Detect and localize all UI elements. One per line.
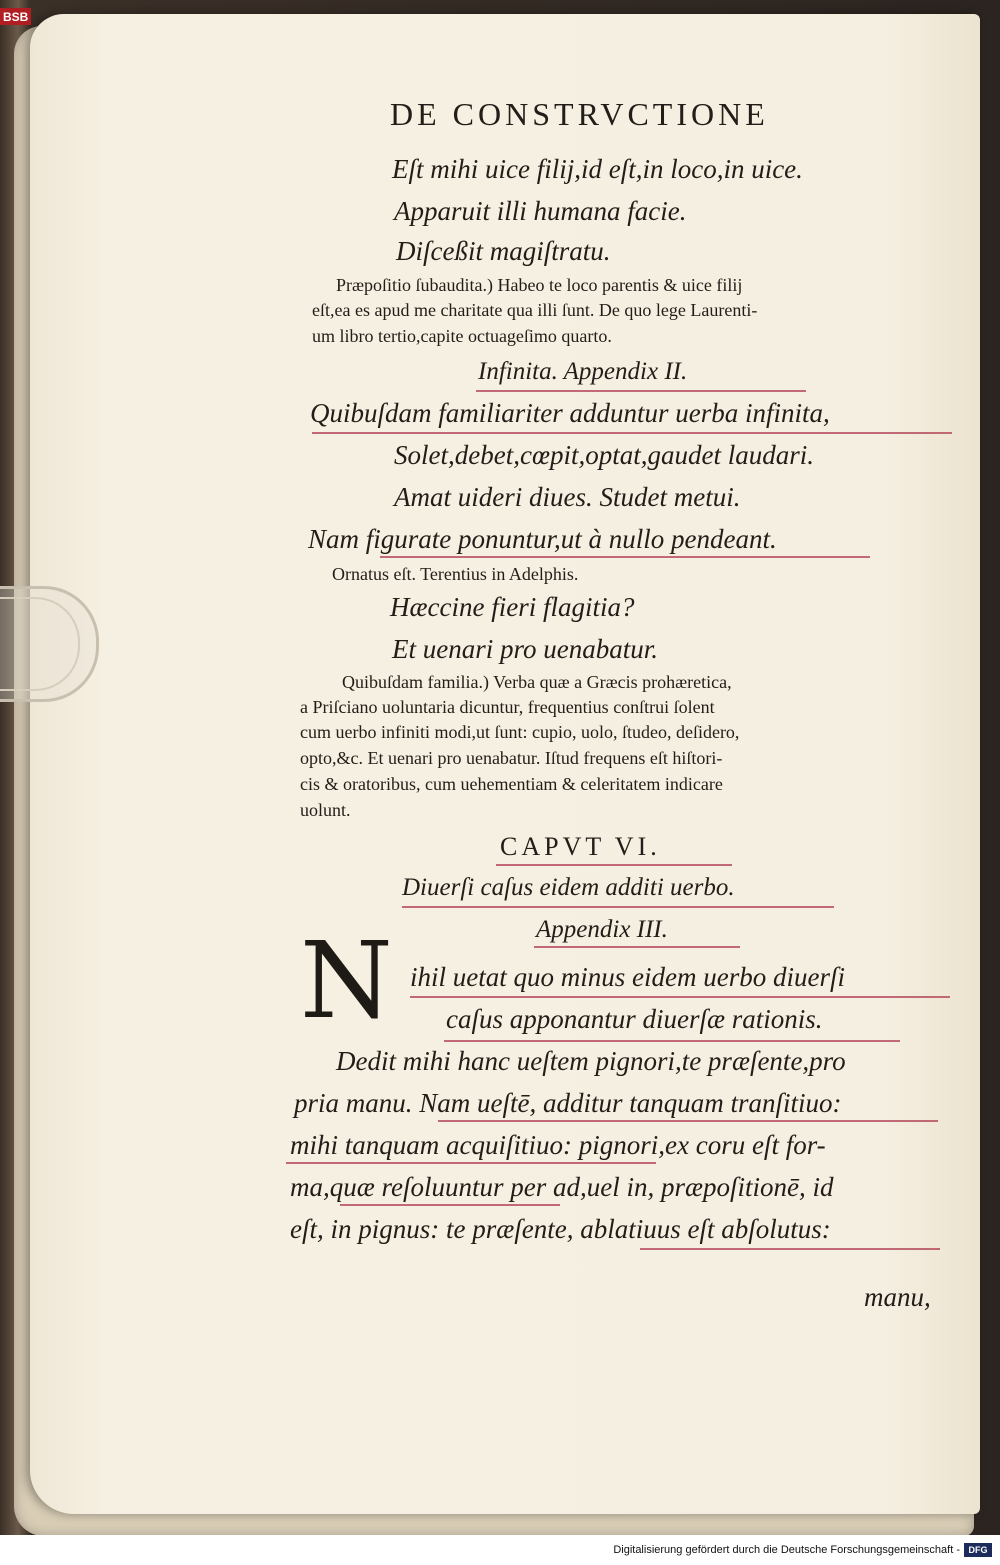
footer-bar (0, 1535, 1000, 1565)
text-line: Dedit mihi hanc ueſtem pignori,te præſente,pro (336, 1046, 846, 1076)
underline (410, 996, 950, 998)
text-line: uolunt. (300, 800, 351, 820)
underline (534, 946, 740, 948)
text-line: Amat uideri diues. Studet metui. (394, 482, 741, 512)
underline (380, 556, 870, 558)
text-line: Apparuit illi humana facie. (394, 196, 687, 226)
text-line: mihi tanquam acquiſitiuo: pignori,ex coru eſt for- (290, 1130, 826, 1160)
text-line: Quibuſdam familiariter adduntur uerba infinita, (310, 398, 830, 428)
text-line: opto,&c. Et uenari pro uenabatur. Iſtud frequens eſt hiſtori- (300, 748, 723, 768)
footer-text: Digitalisierung gefördert durch die Deutsche Forschungsgemeinschaft - (613, 1544, 960, 1556)
underline (640, 1248, 940, 1250)
catchword: manu, (864, 1282, 931, 1312)
text-line: Ornatus eſt. Terentius in Adelphis. (332, 564, 579, 584)
running-head: DE CONSTRVCTIONE (390, 96, 769, 132)
text-line: a Priſciano uoluntaria dicuntur, frequentius conſtrui ſolent (300, 697, 715, 717)
page-clip (0, 586, 99, 702)
text-line: caſus apponantur diuerſæ rationis. (446, 1004, 823, 1034)
text-line: Hæccine fieri flagitia? (390, 592, 635, 622)
dfg-logo: DFG (964, 1543, 992, 1557)
text-line: eſt,ea es apud me charitate qua illi ſunt. De quo lege Laurenti- (312, 300, 758, 320)
text-line: Diuerſi caſus eidem additi uerbo. (402, 874, 735, 901)
underline (340, 1204, 560, 1206)
text-line: Nam figurate ponuntur,ut à nullo pendeant. (308, 524, 777, 554)
underline (438, 1120, 938, 1122)
text-line: cis & oratoribus, cum uehementiam & celeritatem indicare (300, 774, 723, 794)
underline (444, 1040, 900, 1042)
text-line: Eſt mihi uice filij,id eſt,in loco,in uice. (392, 154, 803, 184)
bsb-badge: BSB (0, 8, 31, 25)
underline (312, 432, 952, 434)
underline (476, 390, 806, 392)
text-line: Quibuſdam familia.) Verba quæ a Græcis prohæretica, (342, 672, 732, 692)
text-line: Solet,debet,cœpit,optat,gaudet laudari. (394, 440, 814, 470)
underline (286, 1162, 656, 1164)
text-line: ma,quæ reſoluuntur per ad,uel in, præpoſitionē, id (290, 1172, 834, 1202)
appendix-heading: Appendix III. (536, 916, 668, 943)
text-line: Diſceßit magiſtratu. (396, 236, 611, 266)
text-line: Præpoſitio ſubaudita.) Habeo te loco parentis & uice filij (336, 275, 743, 295)
text-line: um libro tertio,capite octuageſimo quarto. (312, 326, 612, 346)
appendix-heading: Infinita. Appendix II. (478, 358, 688, 385)
text-line: cum uerbo infiniti modi,ut ſunt: cupio, uolo, ſtudeo, deſidero, (300, 722, 740, 742)
drop-capital: N (300, 919, 393, 1042)
text-line: pria manu. Nam ueſtē, additur tanquam tranſitiuo: (294, 1088, 842, 1118)
text-line: Et uenari pro uenabatur. (392, 634, 658, 664)
chapter-heading: CAPVT VI. (500, 832, 661, 861)
text-line: eſt, in pignus: te præſente, ablatiuus eſt abſolutus: (290, 1214, 831, 1244)
underline (496, 864, 732, 866)
text-line: ihil uetat quo minus eidem uerbo diuerſi (410, 962, 845, 992)
underline (402, 906, 834, 908)
